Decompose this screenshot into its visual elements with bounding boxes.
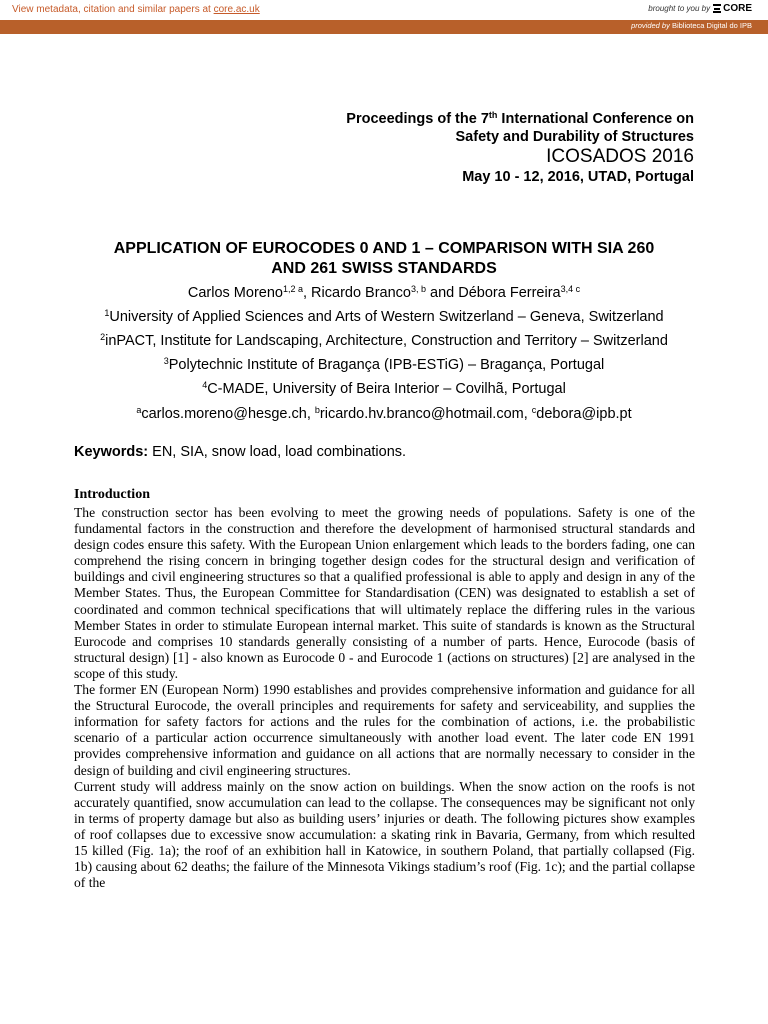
provided-by-prefix: provided by <box>631 21 670 30</box>
email-a-sup: a <box>136 405 142 415</box>
paper-title <box>60 239 708 279</box>
author-1: Carlos Moreno <box>187 285 283 301</box>
core-logo-icon <box>713 4 721 13</box>
author-3: and Débora Ferreira <box>426 285 561 301</box>
author-1-sup: 1,2 a <box>282 284 303 294</box>
author-2-sup: 3, b <box>411 284 427 294</box>
paragraph: The former EN (European Norm) 1990 establishes and provides comprehensive information and guidance for all the Structural Eurocode, the overall principles and requirements for safety and serviceability, and supplies the information for safety factors for actions and the rules for the combination of actions, i.e. the probabilistic scenario of a particular action occurrence simultaneously with another load event. The later code EN 1991 provides comprehensive information and guidance on all actions that are normally necessary to consider in the design of building and civil engineering structures. <box>74 682 695 778</box>
affiliation-4-text: C-MADE, University of Beira Interior – Covilhã, Portugal <box>207 381 566 397</box>
proceedings-line2: Safety and Durability of Structures <box>455 129 694 145</box>
email-separator: , <box>523 406 532 422</box>
proceedings-line1-suffix: International Conference on <box>497 111 694 127</box>
affiliation-3-text: Polytechnic Institute of Bragança (IPB-ESTiG) – Bragança, Portugal <box>168 357 605 373</box>
affiliation-1-sup: 1 <box>104 308 110 318</box>
email-b-sup: b <box>314 405 320 415</box>
paragraph: The construction sector has been evolving to meet the growing needs of populations. Safety is one of the fundamental factors in the construction and therefore the development of harmonised structural standards and design codes ensure this safety. With the European Union enlargement which leads to the borders fading, one can comprehend the rising concern in bringing together design codes for the structural design and verification of buildings and civil engineering structures so that a qualified professional is able to apply and design in any of the Member States. Thus, the European Committee for Standardisation (CEN) was designated to establish a set of coordinated and common technical specifications that will ultimately replace the differing rules in the various Member States in order to stimulate European internal market. This suite of standards is known as the Structural Eurocode and comprises 10 standards generally consisting of a number of parts. Hence, Eurocode (basis of structural design) [1] - also known as Eurocode 0 - and Eurocode 1 (actions on structures) [2] are analysed in the scope of this study. <box>74 505 695 681</box>
email-c-sup: c <box>531 405 537 415</box>
email-separator: , <box>306 406 315 422</box>
core-logo[interactable] <box>713 3 752 14</box>
core-logo-text: CORE <box>723 3 752 14</box>
email-a[interactable]: carlos.moreno@hesge.ch <box>141 406 307 422</box>
core-provided-by[interactable] <box>631 21 752 30</box>
core-ac-uk-link[interactable]: core.ac.uk <box>213 4 260 15</box>
affiliation-1 <box>0 309 768 325</box>
conference-date-place: May 10 - 12, 2016, UTAD, Portugal <box>462 169 694 185</box>
proceedings-line1-sup: th <box>488 110 498 120</box>
proceedings-line1-prefix: Proceedings of the 7 <box>346 111 489 127</box>
affiliation-3-sup: 3 <box>163 356 169 366</box>
affiliation-2-text: inPACT, Institute for Landscaping, Architecture, Construction and Territory – Switzerland <box>105 333 668 349</box>
proceedings-line1 <box>346 111 694 127</box>
paper-title-line1: APPLICATION OF EUROCODES 0 AND 1 – COMPARISON WITH SIA 260 <box>113 240 655 257</box>
affiliation-4 <box>0 381 768 397</box>
affiliation-1-text: University of Applied Sciences and Arts of Western Switzerland – Geneva, Switzerland <box>109 309 664 325</box>
authors <box>0 285 768 301</box>
email-c[interactable]: debora@ipb.pt <box>536 406 632 422</box>
introduction-heading: Introduction <box>74 487 150 502</box>
paragraph: Current study will address mainly on the snow action on buildings. When the snow action on the roofs is not accurately quantified, snow accumulation can lead to the collapse. The consequences may be significant not only in terms of property damage but also as building users’ injuries or death. The following pictures show examples of roof collapses due to excessive snow accumulation: a skating rink in Bavaria, Germany, from which resulted 15 killed (Fig. 1a); the roof of an exhibition hall in Katowice, in southern Poland, that partially collapsed (Fig. 1b) causing about 62 deaths; the failure of the Minnesota Vikings stadium’s roof (Fig. 1c); and the partial collapse of the <box>74 778 695 891</box>
paper-title-line2: AND 261 SWISS STANDARDS <box>271 260 497 277</box>
provided-by-name: Biblioteca Digital do IPB <box>671 21 752 30</box>
introduction-body <box>74 505 695 891</box>
conference-name: ICOSADOS 2016 <box>546 146 694 167</box>
author-2: , Ricardo Branco <box>303 285 411 301</box>
brought-to-you-text: brought to you by <box>648 4 711 13</box>
keywords-label: Keywords: <box>74 444 149 460</box>
author-3-sup: 3,4 c <box>560 284 581 294</box>
keywords <box>74 444 406 460</box>
core-metadata-link[interactable] <box>12 4 260 15</box>
author-emails <box>0 406 768 422</box>
core-link-prefix: View metadata, citation and similar papers at <box>12 4 214 15</box>
affiliation-4-sup: 4 <box>202 380 208 390</box>
core-header <box>0 0 768 20</box>
email-b[interactable]: ricardo.hv.branco@hotmail.com <box>319 406 524 422</box>
keywords-text: EN, SIA, snow load, load combinations. <box>148 444 407 460</box>
core-provided-bar <box>0 20 768 34</box>
affiliation-2 <box>0 333 768 349</box>
affiliation-2-sup: 2 <box>100 332 106 342</box>
core-brought-by[interactable] <box>648 3 752 14</box>
affiliation-3 <box>0 357 768 373</box>
